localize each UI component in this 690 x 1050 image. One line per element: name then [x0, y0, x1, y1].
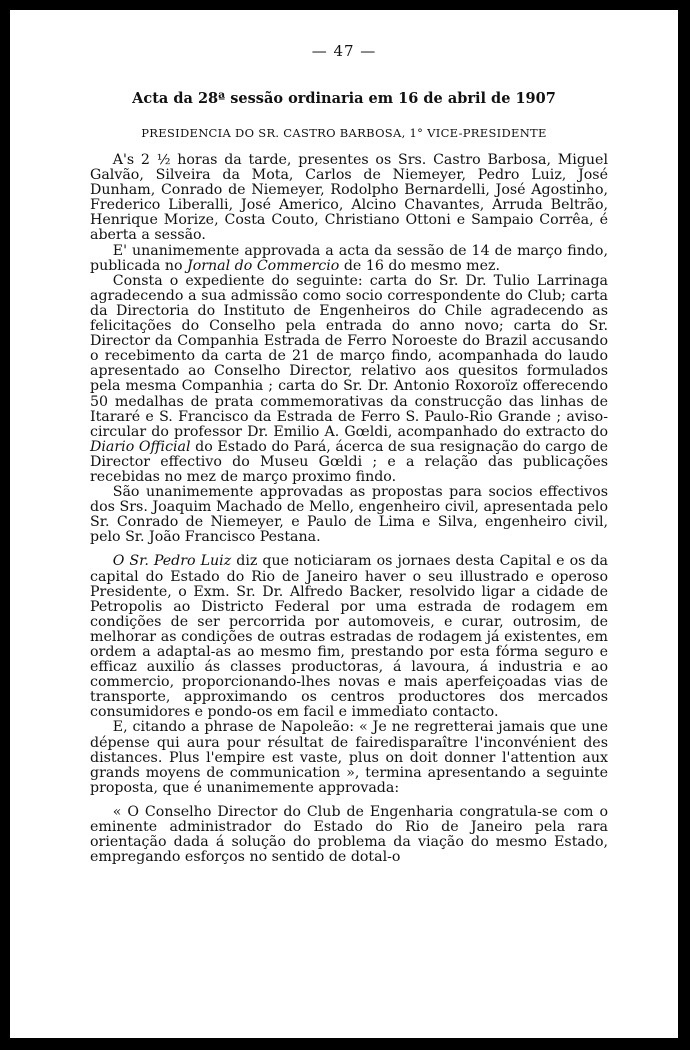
gazette-title: Diario Official: [90, 438, 191, 455]
paragraph-napoleon-quote: E, citando a phrase de Napoleão: « Je ne regretterai jamais que une dépense qui aura pour résultat de fairedisparaître l'inconvénient des distances. Plus l'empire est vaste, plus on doit donner l'attention aux grands moyens de communication », termina apresentando a seguinte proposta, que é unanimemente approvada:: [90, 719, 608, 796]
paragraph-member-proposals: São unanimemente approvadas as propostas para socios effectivos dos Srs. Joaquim Machado de Mello, engenheiro civil, apresentada pelo Sr. Conrado de Niemeyer, e Paulo de Lima e Silva, engenheiro civil, pelo Sr. João Francisco Pestana.: [90, 484, 608, 546]
paragraph-previous-minutes: E' unanimemente approvada a acta da sessão de 14 de março findo, publicada no Jornal do Commercio de 16 do mesmo mez.: [90, 242, 608, 274]
minutes-body: [90, 153, 608, 865]
paragraph-attendance: A's 2 ½ horas da tarde, presentes os Srs. Castro Barbosa, Miguel Galvão, Silveira da Mota, Carlos de Niemeyer, Pedro Luiz, José Dunham, Conrado de Niemeyer, Rodolpho Bernardelli, José Agostinho, Frederico Liberalli, José Americo, Alcino Chavantes, Arruda Beltrão, Henrique Morize, Costa Couto, Christiano Ottoni e Sampaio Corrêa, é aberta a sessão.: [90, 152, 608, 244]
paragraph-correspondence: Consta o expediente do seguinte: carta do Sr. Dr. Tulio Larrinaga agradecendo a sua admissão como socio correspondente do Club; carta da Directoria do Instituto de Engenheiros do Chile agradecendo as felicitações do Conselho pela entrada do anno novo; carta do Sr. Director da Companhia Estrada de Ferro Noroeste do Brazil accusando o recebimento da carta de 21 de março findo, acompanhada do laudo apresentado ao Conselho Director, relativo aos quesitos formulados pela mesma Companhia ; carta do Sr. Dr. Antonio Roxoroïz offerecendo 50 medalhas de prata commemorativas da construcção das linhas de Itararé e S. Francisco da Estrada de Ferro S. Paulo-Rio Grande ; aviso-circular do professor Dr. Emilio A. Gœldi, acompanhado do extracto do Diario Official do Estado do Pará, ácerca de sua resignação do cargo de Director effectivo do Museu Gœldi ; e a relação das publicações recebidas no mez de março proximo findo.: [90, 272, 609, 485]
presidency-line: PRESIDENCIA DO SR. CASTRO BARBOSA, 1° VICE-PRESIDENTE: [141, 126, 547, 140]
document-page: [10, 10, 678, 1038]
paragraph-proposal: « O Conselho Director do Club de Engenharia congratula-se com o eminente administrador do Estado do Rio de Janeiro pela rara orientação dada á solução do problema da viação do mesmo Estado, empregando esforços no sentido de dotal-o: [90, 803, 608, 866]
speaker-name: O Sr. Pedro Luiz: [112, 553, 232, 570]
newspaper-title: Jornal do Commercio: [187, 257, 340, 274]
paragraph-pedro-luiz: O Sr. Pedro Luiz diz que noticiaram os jornaes desta Capital e os da capital do Estado do Rio de Janeiro haver o seu illustrado e operoso Presidente, o Exm. Sr. Dr. Alfredo Backer, resolvido ligar a cidade de Petropolis ao Districto Federal por uma estrada de rodagem em condições de ser percorrida por automoveis, e curar, outrosim, de melhorar as condições de outras estradas de rodagem já existentes, em ordem a adaptal-as ao mesmo fim, prestando por esta fórma seguro e efficaz auxilio ás classes productoras, á lavoura, á industria e ao commercio, proporcionando-lhes novas e mais aperfeiçoadas vias de transporte, approximando os centros productores dos mercados consumidores e pondo-os em facil e immediato contacto.: [90, 553, 608, 721]
page-number: — 47 —: [311, 42, 377, 60]
session-title: Acta da 28ª sessão ordinaria em 16 de abril de 1907: [132, 90, 556, 107]
